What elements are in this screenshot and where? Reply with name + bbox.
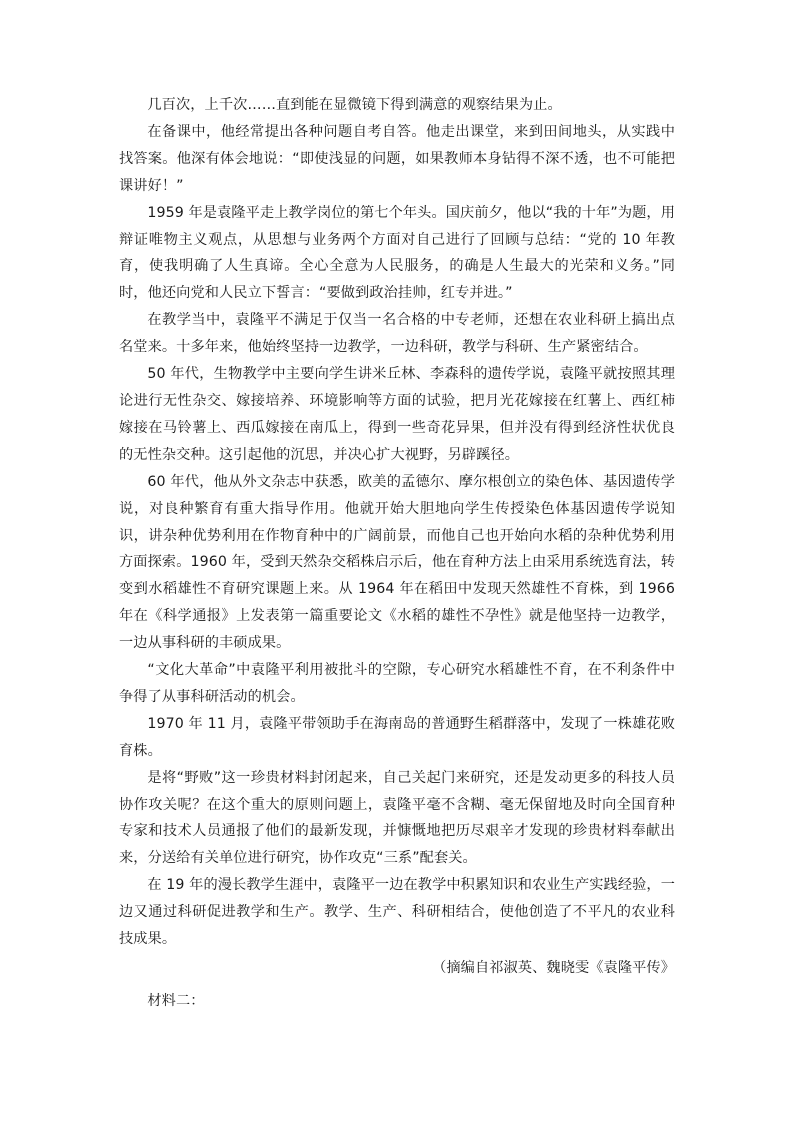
- paragraph-5: 50 年代，生物教学中主要向学生讲米丘林、李森科的遗传学说，袁隆平就按照其理论进行无性杂交、嫁接培养、环境影响等方面的试验，把月光花嫁接在红薯上、西红柿嫁接在马铃薯上、西瓜嫁接在南瓜上，得到一些奇花异果，但并没有得到经济性状优良的无性杂交种。这引起他的沉思，并决心扩大视野，另辟蹊径。: [119, 366, 675, 463]
- paragraph-8: 1970 年 11 月，袁隆平带领助手在海南岛的普通野生稻群落中，发现了一株雄花败育株。: [119, 715, 675, 759]
- source-citation: （摘编自祁淑英、魏晓雯《袁隆平传》: [432, 960, 675, 976]
- paragraph-9: 是将“野败”这一珍贵材料封闭起来，自己关起门来研究，还是发动更多的科技人员协作攻关呢？在这个重大的原则问题上，袁隆平毫不含糊、毫无保留地及时向全国育种专家和技术人员通报了他们的最新发现，并慷慨地把历尽艰辛才发现的珍贵材料奉献出来，分送给有关单位进行研究，协作攻克“三系”配套关。: [119, 769, 675, 867]
- material-two-label: 材料二：: [147, 992, 205, 1009]
- paragraph-4: 在教学当中，袁隆平不满足于仅当一名合格的中专老师，还想在农业科研上搞出点名堂来。十多年来，他始终坚持一边教学，一边科研，教学与科研、生产紧密结合。: [119, 312, 675, 356]
- paragraph-7: “文化大革命”中袁隆平利用被批斗的空隙，专心研究水稻雄性不育，在不利条件中争得了从事科研活动的机会。: [119, 662, 675, 705]
- paragraph-2: 在备课中，他经常提出各种问题自考自答。他走出课堂，来到田间地头，从实践中找答案。他深有体会地说：“即使浅显的问题，如果教师本身钻得不深不透，也不可能把课讲好！”: [119, 123, 675, 194]
- paragraph-1: 几百次，上千次……直到能在显微镜下得到满意的观察结果为止。: [147, 97, 562, 113]
- paragraph-3: 1959 年是袁隆平走上教学岗位的第七个年头。国庆前夕，他以“我的十年”为题，用辩证唯物主义观点，从思想与业务两个方面对自己进行了回顾与总结：“党的 10 年教育，使我明确了人生真谛。全心全意为人民服务，的确是人生最大的光荣和义务。”同时，他还向党和人民立下誓言：“要做到政治挂帅，红专并进。”: [119, 204, 675, 302]
- paragraph-10: 在 19 年的漫长教学生涯中，袁隆平一边在教学中积累知识和农业生产实践经验，一边又通过科研促进教学和生产。教学、生产、科研相结合，使他创造了不平凡的农业科技成果。: [119, 877, 675, 948]
- document-page: [119, 92, 675, 1015]
- paragraph-6: 60 年代，他从外文杂志中获悉，欧美的孟德尔、摩尔根创立的染色体、基因遗传学说，对良种繁育有重大指导作用。他就开始大胆地向学生传授染色体基因遗传学说知识，讲杂种优势利用在作物育种中的广阔前景，而他自己也开始向水稻的杂种优势利用方面探索。1960 年，受到天然杂交稻株启示后，他在育种方法上由采用系统选育法，转变到水稻雄性不育研究课题上来。从 1964 年在稻田中发现天然雄性不育株，到 1966 年在《科学通报》上发表第一篇重要论文《水稻的雄性不孕性》就是他坚持一边教学，一边从事科研的丰硕成果。: [119, 473, 675, 652]
